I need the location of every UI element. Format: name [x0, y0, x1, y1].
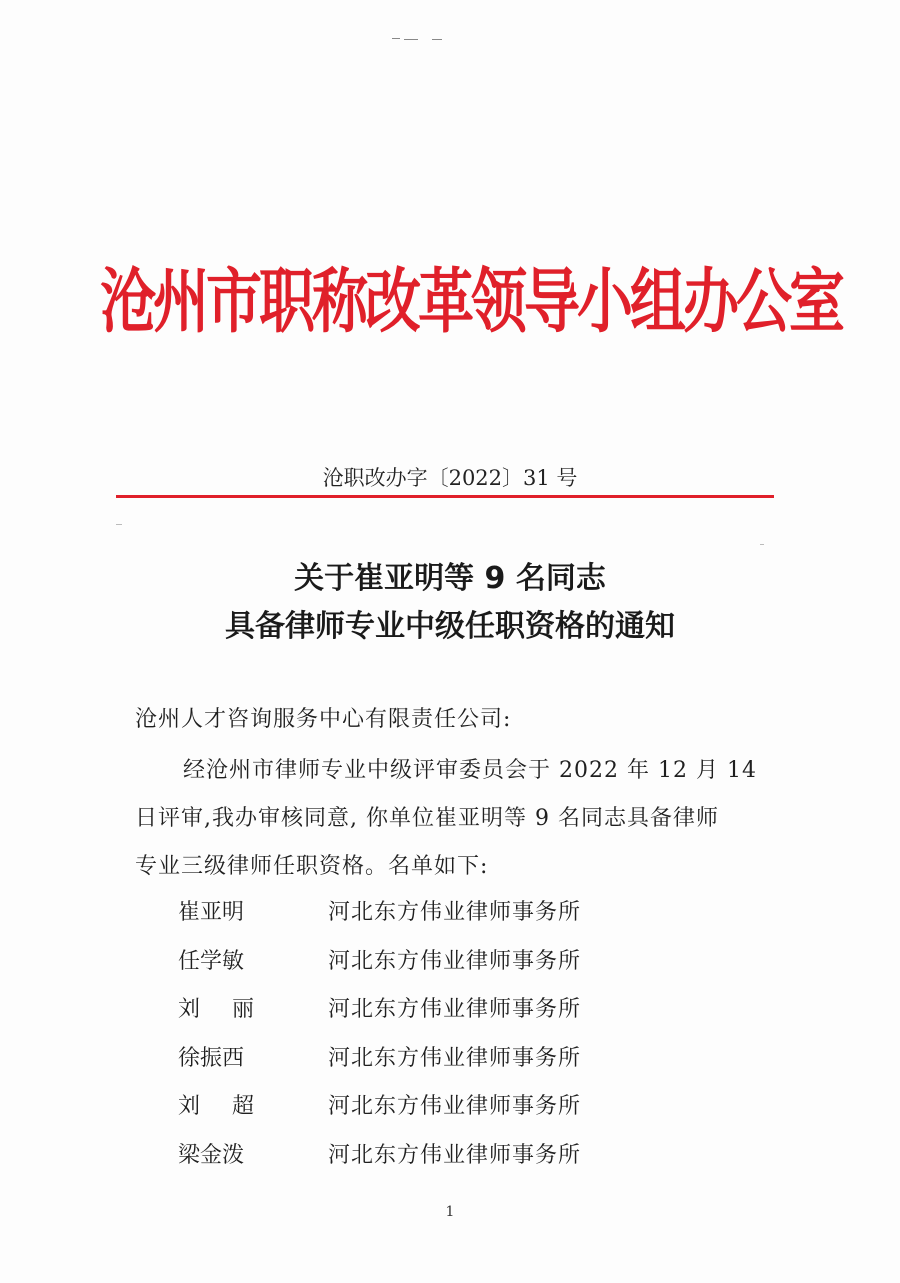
scan-artifact: [116, 524, 122, 525]
body-paragraph-line: 经沧州市律师专业中级评审委员会于 2022 年 12 月 14: [183, 758, 757, 783]
organization-name: 河北东方伟业律师事务所: [328, 997, 582, 1022]
organization-name: 河北东方伟业律师事务所: [328, 1045, 582, 1071]
salutation: 沧州人才咨询服务中心有限责任公司:: [135, 707, 512, 732]
person-name: 刘 丽: [178, 997, 254, 1022]
organization-name: 河北东方伟业律师事务所: [328, 948, 582, 974]
notice-title-line-2: 具备律师专业中级任职资格的通知: [225, 609, 675, 644]
red-divider-line: [116, 495, 774, 498]
list-item: [178, 944, 698, 993]
document-number: 沧职改办字〔2022〕31 号: [322, 466, 578, 490]
person-name: 梁金泼: [178, 1142, 245, 1168]
agency-header: 沧州市职称改革领导小组办公室: [100, 260, 842, 343]
person-name: 刘 超: [178, 1094, 254, 1119]
person-name: 崔亚明: [178, 900, 245, 925]
organization-name: 河北东方伟业律师事务所: [328, 900, 582, 925]
page-number: 1: [445, 1204, 455, 1220]
person-name: 徐振西: [178, 1045, 245, 1071]
scan-artifact: [392, 36, 462, 42]
organization-name: 河北东方伟业律师事务所: [328, 1094, 582, 1119]
body-paragraph-line: 专业三级律师任职资格。名单如下:: [135, 854, 489, 879]
name-list: [178, 895, 698, 1186]
list-item: [178, 1138, 698, 1187]
list-item: [178, 992, 698, 1041]
person-name: 任学敏: [178, 948, 245, 974]
list-item: [178, 1041, 698, 1090]
scan-artifact: [760, 544, 764, 545]
notice-title-line-1: 关于崔亚明等 9 名同志: [294, 561, 606, 596]
list-item: [178, 895, 698, 944]
body-paragraph-line: 日评审,我办审核同意, 你单位崔亚明等 9 名同志具备律师: [135, 806, 719, 831]
organization-name: 河北东方伟业律师事务所: [328, 1142, 582, 1168]
list-item: [178, 1089, 698, 1138]
